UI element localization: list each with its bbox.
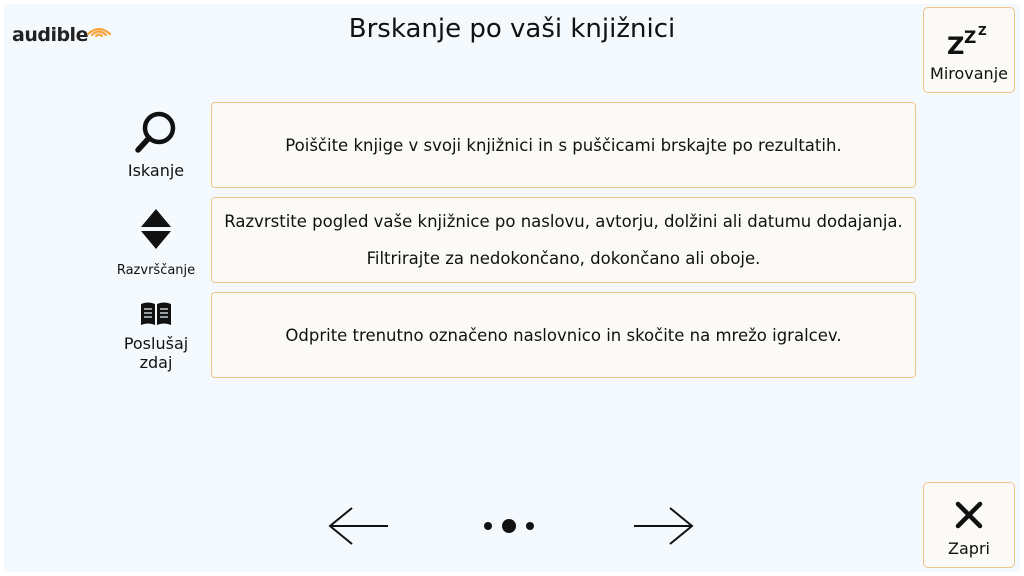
search-icon bbox=[134, 110, 178, 154]
open-book-icon bbox=[140, 300, 172, 328]
listen-row-icon-group bbox=[110, 300, 202, 372]
sort-description-box bbox=[211, 197, 916, 283]
svg-text:Z: Z bbox=[978, 24, 987, 38]
close-button[interactable] bbox=[923, 482, 1015, 568]
close-button-label: Zapri bbox=[948, 539, 990, 558]
arrow-left-icon bbox=[326, 504, 390, 548]
search-description-box bbox=[211, 102, 916, 188]
search-row-icon-group bbox=[110, 110, 202, 180]
page-indicator bbox=[484, 504, 534, 548]
sort-label: Razvrščanje bbox=[116, 263, 196, 278]
search-label: Iskanje bbox=[127, 161, 185, 180]
arrow-right-icon bbox=[632, 504, 696, 548]
sleep-button[interactable] bbox=[923, 7, 1015, 93]
svg-text:Z: Z bbox=[947, 32, 965, 57]
page-dot-1 bbox=[484, 522, 492, 530]
zzz-icon bbox=[947, 22, 991, 58]
page-dot-2-active bbox=[502, 519, 516, 533]
sort-row-icon-group bbox=[110, 207, 202, 280]
sort-description: Razvrstite pogled vaše knjižnice po naslovu, avtorju, dolžini ali datumu dodajanja. bbox=[224, 212, 903, 231]
sort-up-down-icon bbox=[139, 207, 173, 251]
logo-text: audible bbox=[12, 24, 88, 46]
previous-page-button[interactable] bbox=[326, 504, 390, 548]
help-screen bbox=[4, 4, 1020, 572]
listen-description: Odprite trenutno označeno naslovnico in skočite na mrežo igralcev. bbox=[285, 325, 842, 345]
close-x-icon bbox=[954, 497, 984, 533]
page-title: Brskanje po vaši knjižnici bbox=[348, 14, 676, 44]
svg-text:Z: Z bbox=[964, 28, 977, 48]
listen-description-box bbox=[211, 292, 916, 378]
sleep-button-label: Mirovanje bbox=[930, 64, 1008, 83]
page-dot-3 bbox=[526, 522, 534, 530]
search-description: Poiščite knjige v svoji knjižnici in s puščicami brskajte po rezultatih. bbox=[285, 135, 842, 155]
next-page-button[interactable] bbox=[632, 504, 696, 548]
filter-description: Filtrirajte za nedokončano, dokončano ali oboje. bbox=[366, 249, 761, 268]
listen-now-label: Poslušaj zdaj bbox=[123, 334, 189, 372]
